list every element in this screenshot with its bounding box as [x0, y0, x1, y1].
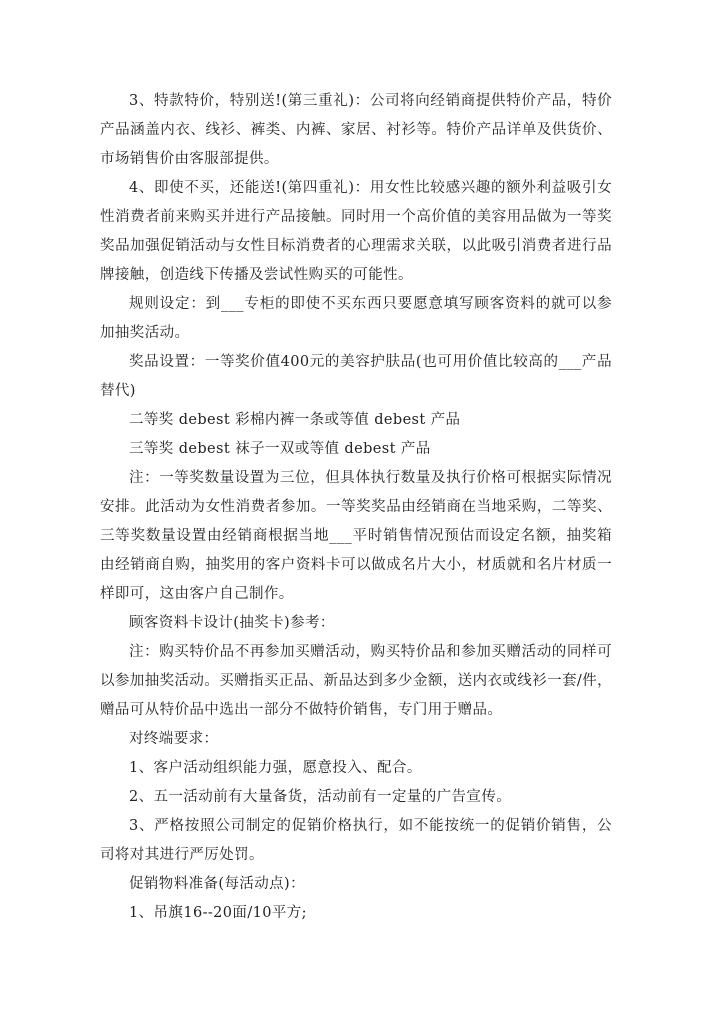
paragraph-prize-note: 注：一等奖数量设置为三位，但具体执行数量及执行价格可根据实际情况安排。此活动为女性消费者参加。一等奖奖品由经销商在当地采购，二等奖、三等奖数量设置由经销商根据当地___平时销售情况预估而设定名额，抽奖箱由经销商自购，抽奖用的客户资料卡可以做成名片大小，材质就和名片材质一样即可，这由客户自己制作。 [100, 470, 612, 602]
paragraph-materials-heading: 促销物料准备(每活动点)： [129, 876, 306, 892]
paragraph-rules: 规则设定：到___专柜的即使不买东西只要愿意填写顾客资料的就可以参加抽奖活动。 [100, 296, 612, 341]
paragraph-fourth-gift: 4、即使不买，还能送!(第四重礼)：用女性比较感兴趣的额外利益吸引女性消费者前来购买并进行产品接触。同时用一个高价值的美容用品做为一等奖奖品加强促销活动与女性目标消费者的心理需求关联，以此吸引消费者进行品牌接触，创造线下传播及尝试性购买的可能性。 [100, 180, 612, 283]
paragraph-material-1: 1、吊旗16--20面/10平方; [129, 905, 307, 921]
paragraph-requirement-2: 2、五一活动前有大量备货，活动前有一定量的广告宣传。 [129, 789, 512, 805]
paragraph-requirement-1: 1、客户活动组织能力强，愿意投入、配合。 [129, 760, 422, 776]
paragraph-terminal-requirements: 对终端要求： [129, 731, 219, 747]
paragraph-second-prize: 二等奖 debest 彩棉内裤一条或等值 debest 产品 [129, 412, 461, 428]
paragraph-third-gift: 3、特款特价，特别送!(第三重礼)：公司将向经销商提供特价产品，特价产品涵盖内衣、线衫、裤类、内裤、家居、衬衫等。特价产品详单及供货价、市场销售价由客服部提供。 [100, 93, 612, 167]
paragraph-prize-setup: 奖品设置：一等奖价值400元的美容护肤品(也可用价值比较高的___产品替代) [100, 354, 612, 399]
document-body [100, 87, 612, 928]
paragraph-special-price-note: 注：购买特价品不再参加买赠活动，购买特价品和参加买赠活动的同样可以参加抽奖活动。买赠指买正品、新品达到多少金额，送内衣或线衫一套/件，赠品可从特价品中选出一部分不做特价销售，专门用于赠品。 [100, 644, 612, 718]
paragraph-third-prize: 三等奖 debest 袜子一双或等值 debest 产品 [129, 441, 431, 457]
paragraph-card-design: 顾客资料卡设计(抽奖卡)参考： [129, 615, 335, 631]
paragraph-requirement-3: 3、严格按照公司制定的促销价格执行，如不能按统一的促销价销售，公司将对其进行严厉处罚。 [100, 818, 612, 863]
